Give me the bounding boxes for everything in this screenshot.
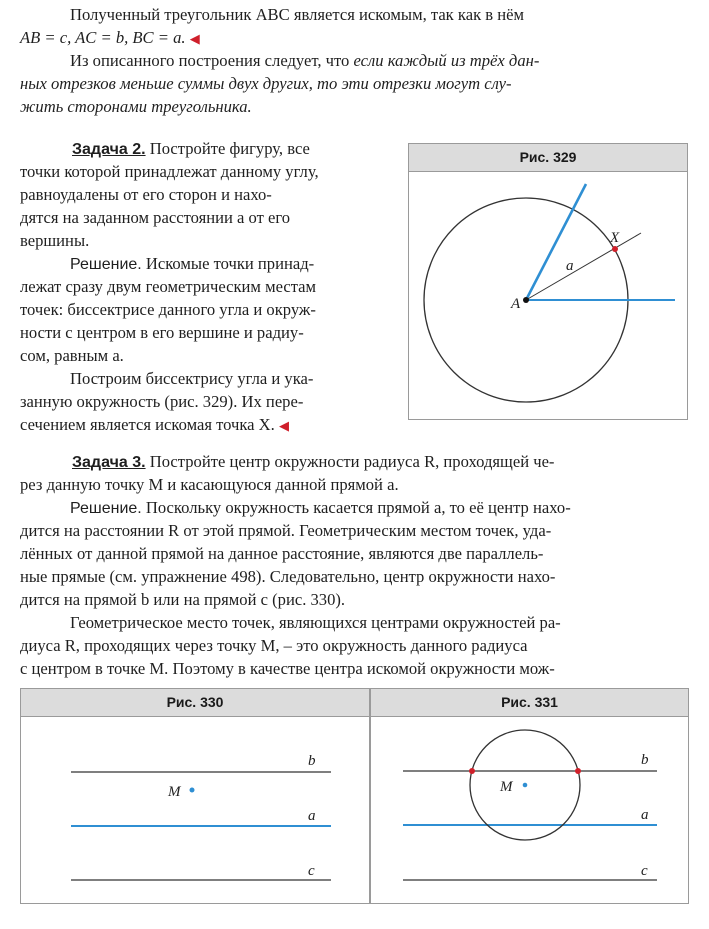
task-2-line: Задача 2. Постройте фигуру, все <box>72 139 310 158</box>
end-marker-icon: ◀ <box>189 31 200 46</box>
figure-330-drawing <box>21 716 369 903</box>
task-3-label: Задача 3. <box>72 454 146 471</box>
label-c: c <box>641 863 648 879</box>
label-b: b <box>641 752 649 768</box>
point-M <box>523 783 528 788</box>
figure-329 <box>408 143 688 420</box>
label-M: M <box>500 779 513 795</box>
intersection-point-right <box>575 768 581 774</box>
task-3-line: Задача 3. Постройте центр окружности радиуса R, проходящей че- <box>72 452 555 471</box>
figure-title: Рис. 331 <box>371 689 688 717</box>
figure-title: Рис. 329 <box>409 144 687 172</box>
text-line: ных отрезков меньше суммы двух других, то эти отрезки могут слу- <box>20 74 512 93</box>
figure-330 <box>20 688 370 904</box>
label-A: A <box>511 296 521 312</box>
vertex-point <box>523 297 529 303</box>
text-line: дится на расстоянии R от этой прямой. Геометрическим местом точек, уда- <box>20 521 552 540</box>
label-c: c <box>308 863 315 879</box>
label-M: M <box>168 784 181 800</box>
text-line: Геометрическое место точек, являющихся центрами окружностей ра- <box>70 613 561 632</box>
intersection-point <box>612 246 618 252</box>
solution-line: Решение. Искомые точки принад- <box>70 254 315 273</box>
label-a: a <box>566 258 574 274</box>
text-line: занную окружность (рис. 329). Их пере- <box>20 392 304 411</box>
text-line: рез данную точку M и касающуюся данной прямой a. <box>20 475 399 494</box>
figure-329-drawing <box>409 171 687 419</box>
solution-line: Решение. Поскольку окружность касается прямой a, то её центр нахо- <box>70 498 571 517</box>
end-marker-icon: ◀ <box>278 418 289 433</box>
text-line: Из описанного построения следует, что если каждый из трёх дан- <box>70 51 540 70</box>
label-a: a <box>641 807 649 823</box>
text-line: сечением является искомая точка X. ◀ <box>20 415 289 434</box>
text-line: диуса R, проходящих через точку M, – это окружность данного радиуса <box>20 636 528 655</box>
label-X: X <box>610 230 620 246</box>
figure-title: Рис. 330 <box>21 689 369 717</box>
intersection-point-left <box>469 768 475 774</box>
figure-331-drawing <box>371 716 688 903</box>
text-line: сом, равным a. <box>20 346 124 365</box>
figure-331 <box>370 688 689 904</box>
text-line: Построим биссектрису угла и ука- <box>70 369 314 388</box>
label-a: a <box>308 808 316 824</box>
label-b: b <box>308 753 316 769</box>
text-line: Полученный треугольник ABC является искомым, так как в нём <box>70 5 525 24</box>
text-line: ности с центром в его вершине и радиу- <box>20 323 304 342</box>
text-line: с центром в точке M. Поэтому в качестве центра искомой окружности мож- <box>20 659 555 678</box>
point-M <box>190 788 195 793</box>
text-line: дятся на заданном расстоянии a от его <box>20 208 291 227</box>
text-line: точек: биссектрисе данного угла и окруж- <box>20 300 316 319</box>
solution-label: Решение. <box>70 500 142 517</box>
text-line: равноудалены от его сторон и нахо- <box>20 185 272 204</box>
solution-label: Решение. <box>70 256 142 273</box>
text-line: лежат сразу двум геометрическим местам <box>20 277 317 296</box>
text-line: вершины. <box>20 231 90 250</box>
text-line: лённых от данной прямой на данное расстояние, являются две параллель- <box>20 544 544 563</box>
text-line: жить сторонами треугольника. <box>20 97 252 116</box>
text-line: точки которой принадлежат данному углу, <box>20 162 319 181</box>
text-line: ные прямые (см. упражнение 498). Следовательно, центр окружности нахо- <box>20 567 556 586</box>
text-line: AB = c, AC = b, BC = a. ◀ <box>20 28 200 47</box>
task-2-label: Задача 2. <box>72 141 146 158</box>
text-line: дится на прямой b или на прямой c (рис. 330). <box>20 590 346 609</box>
